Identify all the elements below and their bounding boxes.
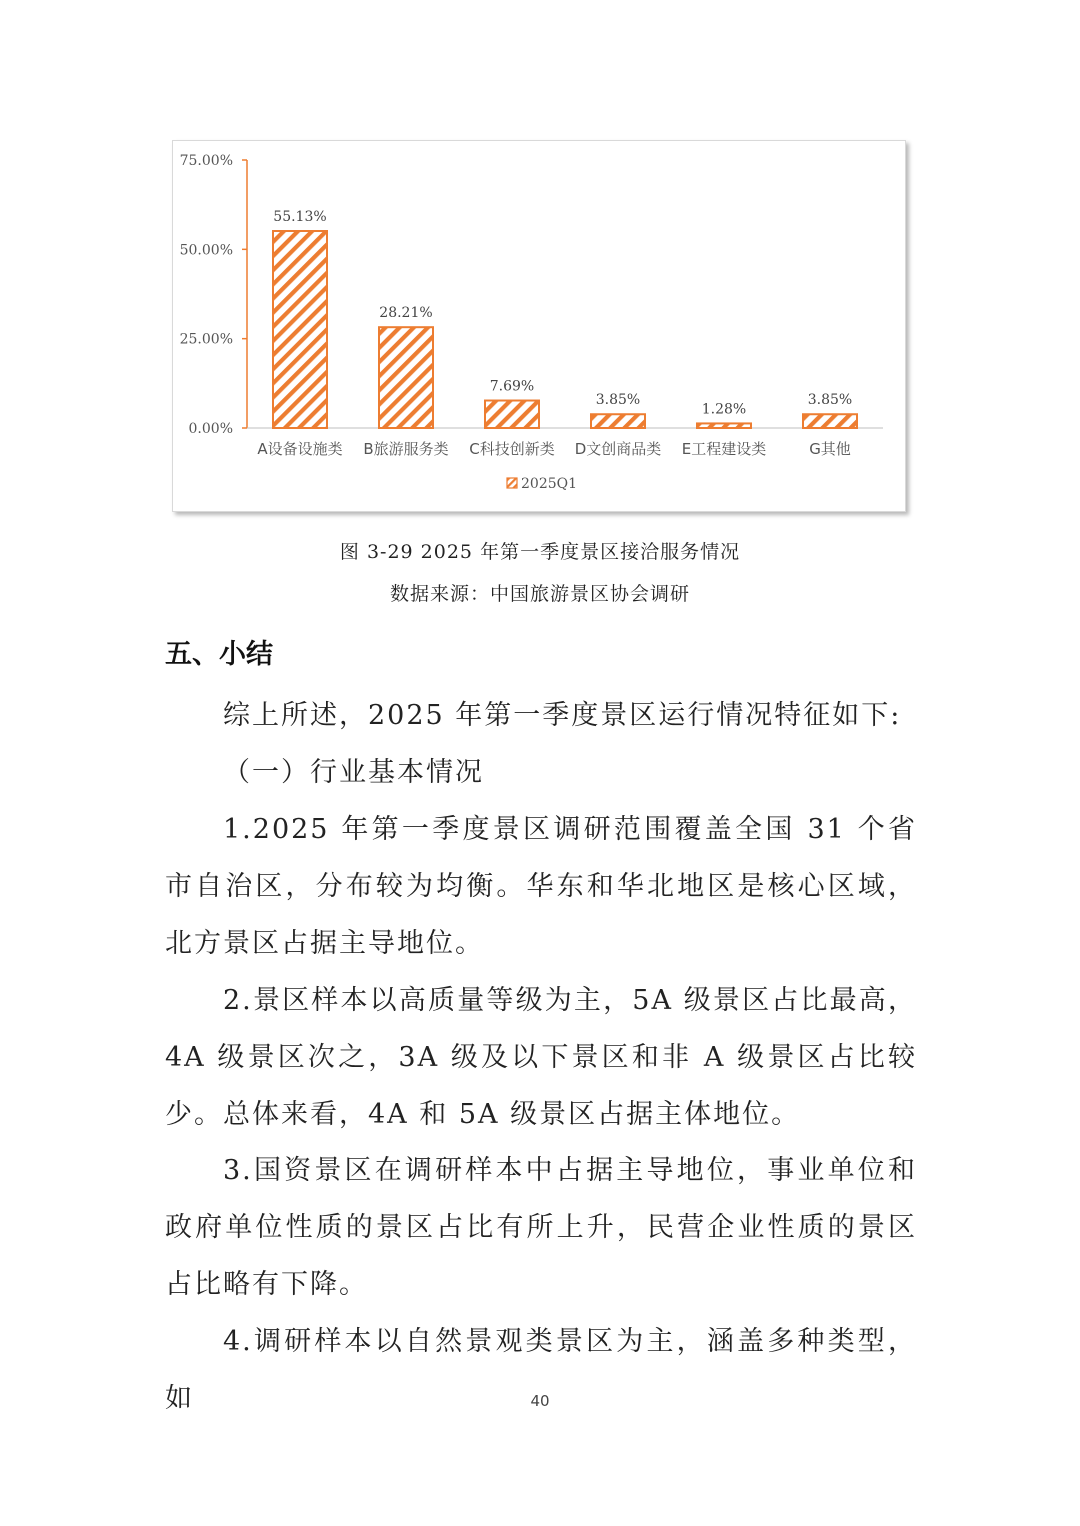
section-heading: 五、小结 [165,639,273,670]
bar [697,423,751,428]
x-tick-label: C科技创新类 [469,440,555,458]
data-label: 28.21% [379,305,433,322]
data-label: 7.69% [489,378,535,395]
x-tick-label: B旅游服务类 [363,440,449,458]
data-label: 55.13% [273,209,327,226]
y-tick-label: 25.00% [179,331,233,348]
data-label: 3.85% [807,392,853,409]
chart-canvas [173,141,905,511]
bar [273,231,327,428]
page-number: 40 [530,1392,550,1410]
y-tick-label: 50.00% [179,242,233,259]
bar-chart [172,140,906,512]
data-label: 1.28% [701,401,747,418]
subheading: （一）行业基本情况 [223,757,484,788]
x-tick-label: G其他 [809,440,851,458]
figure-caption: 图 3-29 2025 年第一季度景区接洽服务情况 [339,541,741,563]
paragraph-4: 4.调研样本以自然景观类景区为主，涵盖多种类型，如 [165,1326,917,1414]
x-tick-label: E工程建设类 [681,440,767,458]
intro-paragraph: 综上所述，2025 年第一季度景区运行情况特征如下: [223,700,902,731]
bar [803,414,857,428]
legend-swatch [507,478,517,488]
paragraph-1: 1.2025 年第一季度景区调研范围覆盖全国 31 个省市自治区，分布较为均衡。华东和华北地区是核心区域，北方景区占据主导地位。 [165,814,917,959]
data-label: 3.85% [595,392,641,409]
paragraph-3: 3.国资景区在调研样本中占据主导地位，事业单位和政府单位性质的景区占比有所上升，民营企业性质的景区占比略有下降。 [165,1155,917,1300]
y-tick-label: 75.00% [179,153,233,169]
legend-label: 2025Q1 [521,476,578,492]
bar [485,401,539,428]
x-tick-label: A设备设施类 [257,440,343,458]
x-tick-label: D文创商品类 [574,440,662,458]
bar [379,327,433,428]
y-tick-label: 0.00% [188,421,233,437]
bar [591,414,645,428]
figure-source: 数据来源：中国旅游景区协会调研 [389,583,690,605]
paragraph-2: 2.景区样本以高质量等级为主，5A 级景区占比最高，4A 级景区次之，3A 级及以下景区和非 A 级景区占比较少。总体来看，4A 和 5A 级景区占据主体地位。 [165,985,917,1130]
